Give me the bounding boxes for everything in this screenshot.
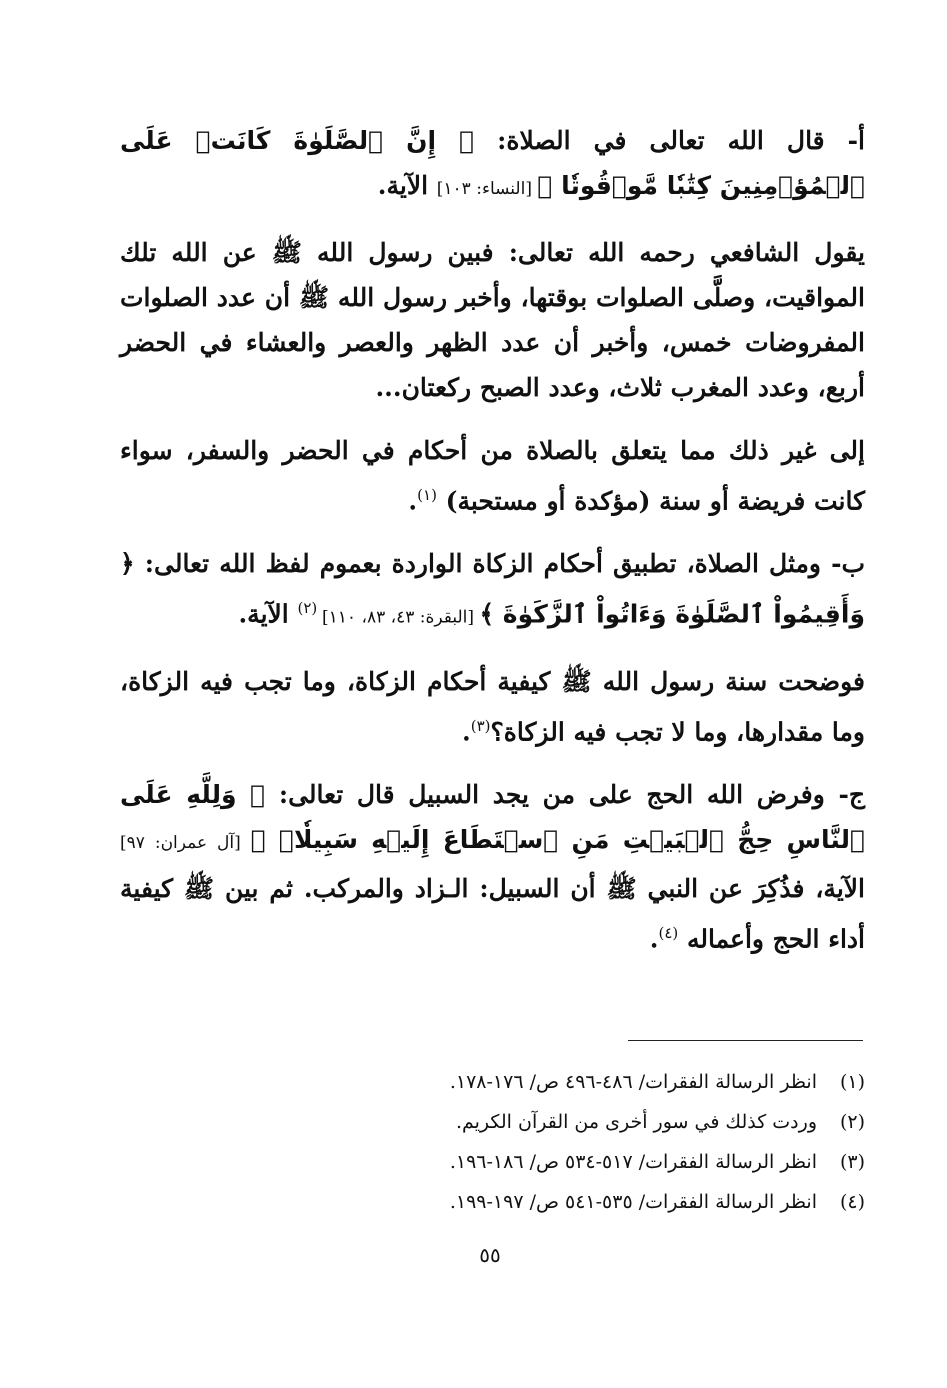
paragraph-text: . — [649, 924, 659, 954]
footnote-item — [300, 1182, 865, 1222]
paragraph-zakat-verse — [120, 541, 865, 640]
footnote-marker: (١) — [417, 486, 437, 504]
paragraph-text: ج- وفرض الله الحج على من يجد السبيل قال تعالى: — [265, 779, 865, 809]
footnote-marker: (٢) — [297, 599, 322, 618]
footnote-number: (٢) — [839, 1111, 865, 1133]
footnote-text: انظر الرسالة الفقرات/ ٤٨٦-٤٩٦ ص/ ١٧٦-١٧٨. — [449, 1071, 817, 1093]
paragraph-shafii-quote — [120, 230, 865, 410]
body-text — [120, 118, 865, 979]
paragraph-prayer-rulings — [120, 428, 865, 523]
quran-verse: ﴿ وَلِلَّهِ عَلَى ٱلنَّاسِ حِجُّ ٱلۡبَيۡتِ مَنِ ٱسۡتَطَاعَ إِلَيۡهِ سَبِيلٗاۚ ﴾ — [120, 779, 865, 854]
footnote-number: (١) — [839, 1071, 865, 1093]
footnote-number: (٤) — [839, 1191, 865, 1213]
paragraph-text: . — [408, 486, 418, 516]
paragraph-text: ب- ومثل الصلاة، تطبيق أحكام الزكاة الواردة بعموم لفظ الله تعالى: — [134, 549, 865, 579]
paragraph-text: الآية، فذُكِرَ عن النبي ﷺ أن السبيل: الـزاد والمركب. ثم بين ﷺ كيفية أداء الحج وأعماله — [120, 873, 865, 954]
footnote-separator — [628, 1040, 863, 1041]
footnotes — [300, 1062, 865, 1222]
footnote-text: انظر الرسالة الفقرات/ ٥١٧-٥٣٤ ص/ ١٨٦-١٩٦. — [449, 1151, 817, 1173]
footnote-text: وردت كذلك في سور أخرى من القرآن الكريم. — [455, 1111, 817, 1133]
footnote-marker: (٣) — [470, 716, 491, 735]
footnote-item — [300, 1102, 865, 1142]
quran-verse: ﴿ وَأَقِيمُواْ ٱلصَّلَوٰةَ وَءَاتُواْ ٱلزَّكَوٰةَ ﴾ — [120, 549, 865, 629]
paragraph-prayer-verse — [120, 118, 865, 212]
verse-reference: [النساء: ١٠٣] — [436, 179, 538, 199]
paragraph-text: . — [462, 716, 471, 746]
verse-reference: [آل عمران: ٩٧] — [120, 832, 251, 853]
footnote-number: (٣) — [839, 1151, 865, 1173]
paragraph-text: أ- قال الله تعالى في الصلاة: — [474, 126, 865, 155]
paragraph-text: إلى غير ذلك مما يتعلق بالصلاة من أحكام في الحضر والسفر، سواء كانت فريضة أو سنة (مؤكدة أو مستحبة) — [120, 436, 865, 516]
paragraph-text: يقول الشافعي رحمه الله تعالى: فبين رسول الله ﷺ عن الله تلك المواقيت، وصلَّى الصلوات بوقتها، وأخبر رسول الله ﷺ أن عدد الصلوات المفروضات خمس، وأخبر أن عدد الظهر والعصر والعشاء في الحضر أربع، وعدد المغرب ثلاث، وعدد الصبح ركعتان... — [120, 238, 865, 402]
footnote-marker: (٤) — [658, 923, 679, 942]
paragraph-text: فوضحت سنة رسول الله ﷺ كيفية أحكام الزكاة، وما تجب فيه الزكاة، وما مقدارها، وما لا تجب فيه الزكاة؟ — [120, 666, 865, 746]
verse-reference: [البقرة: ٤٣، ٨٣، ١١٠] — [322, 607, 480, 628]
footnote-text: انظر الرسالة الفقرات/ ٥٣٥-٥٤١ ص/ ١٩٧-١٩٩. — [449, 1191, 817, 1213]
paragraph-text: الآية. — [238, 599, 298, 629]
paragraph-text: الآية. — [377, 171, 437, 200]
footnote-item — [300, 1142, 865, 1182]
paragraph-hajj-verse — [120, 772, 865, 961]
paragraph-zakat-sunnah — [120, 659, 865, 754]
page-number: ٥٥ — [479, 1243, 501, 1267]
footnote-item — [300, 1062, 865, 1102]
quran-verse: ﴿ إِنَّ ٱلصَّلَوٰةَ كَانَتۡ عَلَى ٱلۡمُؤۡمِنِينَ كِتَٰبٗا مَّوۡقُوتٗا ﴾ — [120, 126, 865, 200]
